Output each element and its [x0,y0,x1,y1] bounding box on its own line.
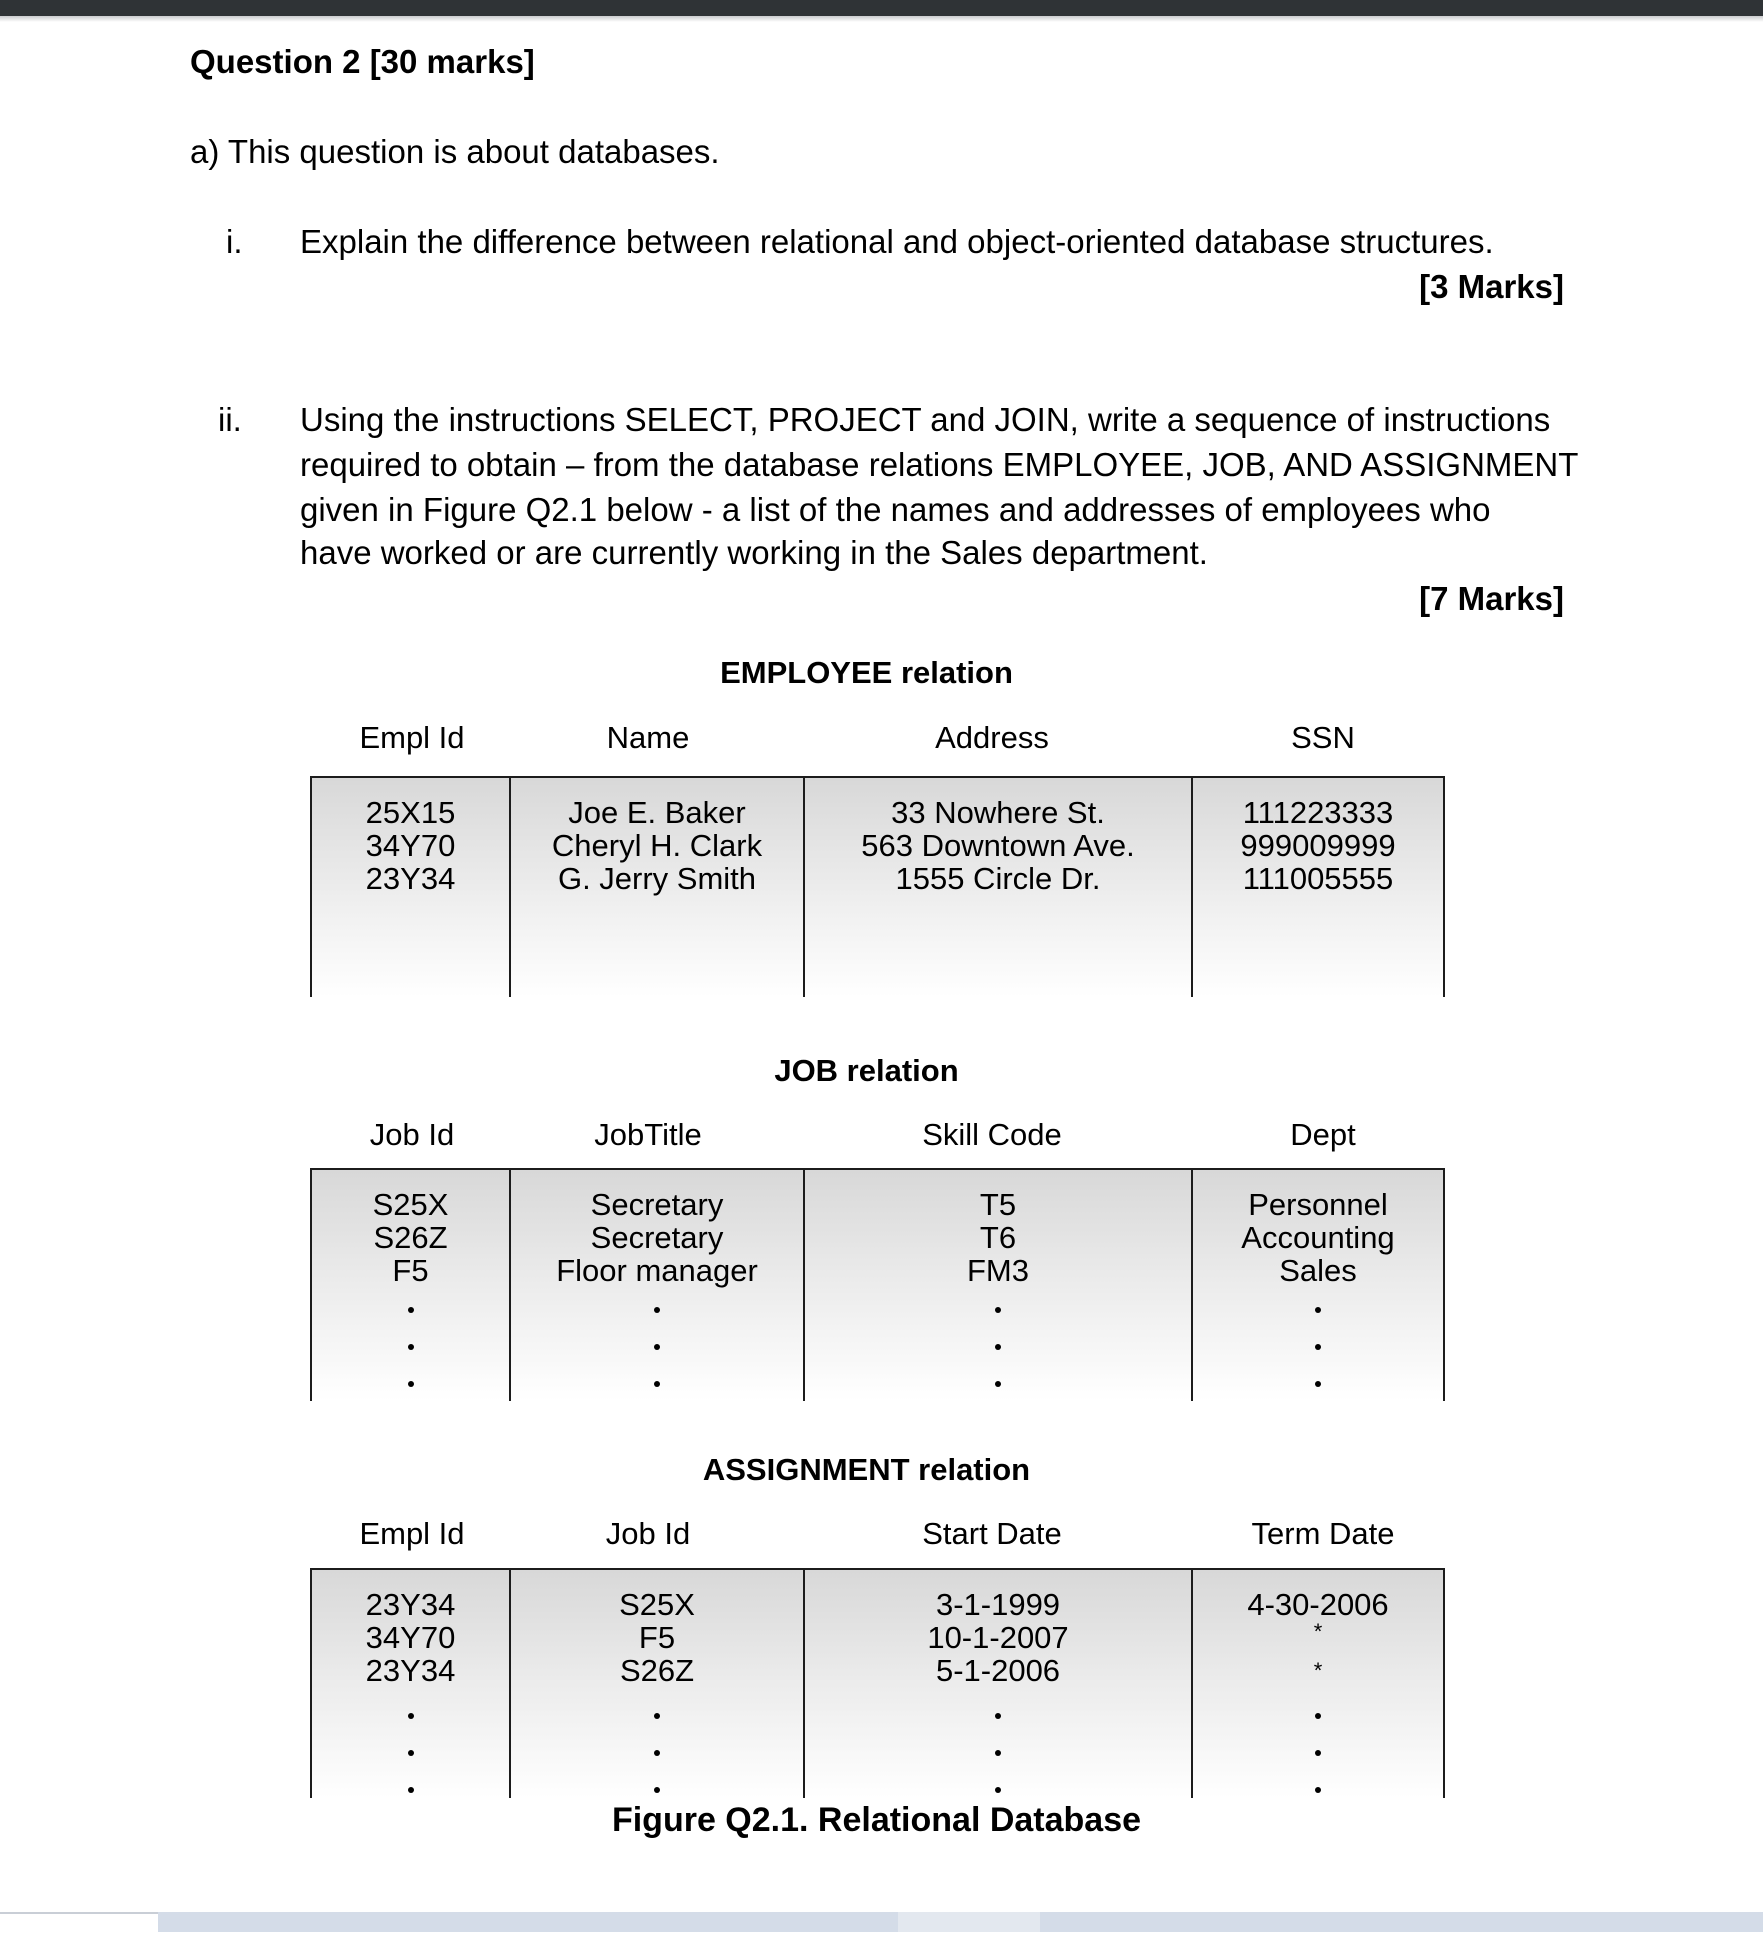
table-cell: 25X15 [365,795,456,830]
continuation-dot [654,1307,660,1313]
continuation-dot [408,1750,414,1756]
table-cell: Personnel [1248,1187,1388,1222]
continuation-dot [995,1713,1001,1719]
relation-title: EMPLOYEE relation [720,655,1013,690]
column-header: Job Id [369,1117,455,1152]
table-column [310,778,509,997]
top-bar-shadow [0,16,1763,22]
scrollbar-segment [1040,1912,1763,1932]
column-header: SSN [1291,720,1355,755]
column-header: Start Date [922,1516,1062,1551]
table-column [803,1170,1191,1401]
table-cell: 23Y34 [365,1653,456,1688]
item-text-line: have worked or are currently working in the Sales department. [300,534,1208,571]
continuation-dot [995,1750,1001,1756]
item-text-line: given in Figure Q2.1 below - a list of the names and addresses of employees who [300,491,1491,528]
column-header: JobTitle [594,1117,702,1152]
relation-title: JOB relation [774,1053,959,1088]
table-cell: 34Y70 [365,1620,456,1655]
continuation-dot [995,1787,1001,1793]
column-header: Name [606,720,690,755]
continuation-dot [1315,1344,1321,1350]
table-column [310,1170,509,1401]
continuation-dot [995,1381,1001,1387]
table-cell: 34Y70 [365,828,456,863]
table-cell: T5 [979,1187,1017,1222]
table-column [1191,1570,1445,1798]
continuation-dot [408,1381,414,1387]
relation-table [310,1568,1445,1798]
scrollbar-segment [0,1912,158,1934]
relation-title: ASSIGNMENT relation [702,1452,1031,1487]
question-title: Question 2 [30 marks] [190,43,535,80]
table-cell: 5-1-2006 [935,1653,1061,1688]
table-cell: 563 Downtown Ave. [861,828,1135,863]
table-column [509,778,803,997]
column-header: Dept [1290,1117,1356,1152]
column-header: Skill Code [922,1117,1062,1152]
continuation-dot [654,1750,660,1756]
table-column [803,1570,1191,1798]
continuation-dot [1315,1713,1321,1719]
item-marks: [3 Marks] [1419,268,1564,305]
continuation-dot [408,1713,414,1719]
part-a-intro: a) This question is about databases. [190,133,720,170]
column-header: Empl Id [359,1516,465,1551]
continuation-dot [1315,1381,1321,1387]
table-column [509,1570,803,1798]
table-cell: 4-30-2006 [1247,1587,1389,1622]
continuation-dot [1315,1307,1321,1313]
relation-table [310,1168,1445,1401]
item-text-line: required to obtain – from the database relations EMPLOYEE, JOB, AND ASSIGNMENT [300,446,1579,483]
table-cell: 10-1-2007 [927,1620,1069,1655]
continuation-dot [1315,1787,1321,1793]
table-cell: Joe E. Baker [568,795,746,830]
table-cell: Secretary [590,1220,724,1255]
table-cell: 111223333 [1242,795,1394,830]
relation-table [310,776,1445,997]
continuation-dot [408,1344,414,1350]
continuation-dot [408,1787,414,1793]
table-cell: Accounting [1241,1220,1395,1255]
continuation-dot [408,1307,414,1313]
continuation-dot [995,1307,1001,1313]
table-cell: G. Jerry Smith [557,861,757,896]
table-cell: F5 [392,1253,429,1288]
scrollbar-segment [158,1912,898,1932]
item-marks: [7 Marks] [1419,580,1564,617]
ongoing-marker: * [1313,1658,1323,1683]
table-cell: Sales [1279,1253,1357,1288]
item-number: i. [226,223,243,260]
table-cell: Floor manager [556,1253,758,1288]
item-text-line: Explain the difference between relational and object-oriented database structures. [300,223,1494,260]
table-cell: 1555 Circle Dr. [895,861,1101,896]
item-number: ii. [218,401,242,438]
continuation-dot [654,1344,660,1350]
table-cell: S26Z [373,1220,448,1255]
continuation-dot [1315,1750,1321,1756]
table-cell: S25X [619,1587,695,1622]
table-cell: 33 Nowhere St. [891,795,1105,830]
table-cell: 23Y34 [365,861,456,896]
column-header: Job Id [605,1516,691,1551]
table-cell: 111005555 [1242,861,1394,896]
scrollbar-thumb[interactable] [898,1912,1040,1932]
table-cell: S25X [372,1187,449,1222]
table-cell: F5 [638,1620,676,1655]
continuation-dot [654,1713,660,1719]
item-text-line: Using the instructions SELECT, PROJECT and JOIN, write a sequence of instructions [300,401,1551,438]
column-header: Term Date [1251,1516,1395,1551]
table-cell: 999009999 [1240,828,1396,863]
ongoing-marker: * [1313,1619,1323,1644]
bottom-scrollbar[interactable] [0,1912,1763,1932]
continuation-dot [995,1344,1001,1350]
table-cell: FM3 [967,1253,1029,1288]
table-column [1191,778,1445,997]
continuation-dot [654,1787,660,1793]
window-top-bar [0,0,1763,16]
table-cell: Secretary [590,1187,724,1222]
table-column [1191,1170,1445,1401]
table-cell: 23Y34 [365,1587,456,1622]
table-cell: Cheryl H. Clark [551,828,763,863]
table-cell: 3-1-1999 [935,1587,1061,1622]
table-column [803,778,1191,997]
column-header: Address [935,720,1049,755]
table-cell: S26Z [619,1653,695,1688]
continuation-dot [654,1381,660,1387]
column-header: Empl Id [359,720,465,755]
figure-caption: Figure Q2.1. Relational Database [611,1801,1142,1839]
table-column [509,1170,803,1401]
table-cell: T6 [979,1220,1017,1255]
table-column [310,1570,509,1798]
